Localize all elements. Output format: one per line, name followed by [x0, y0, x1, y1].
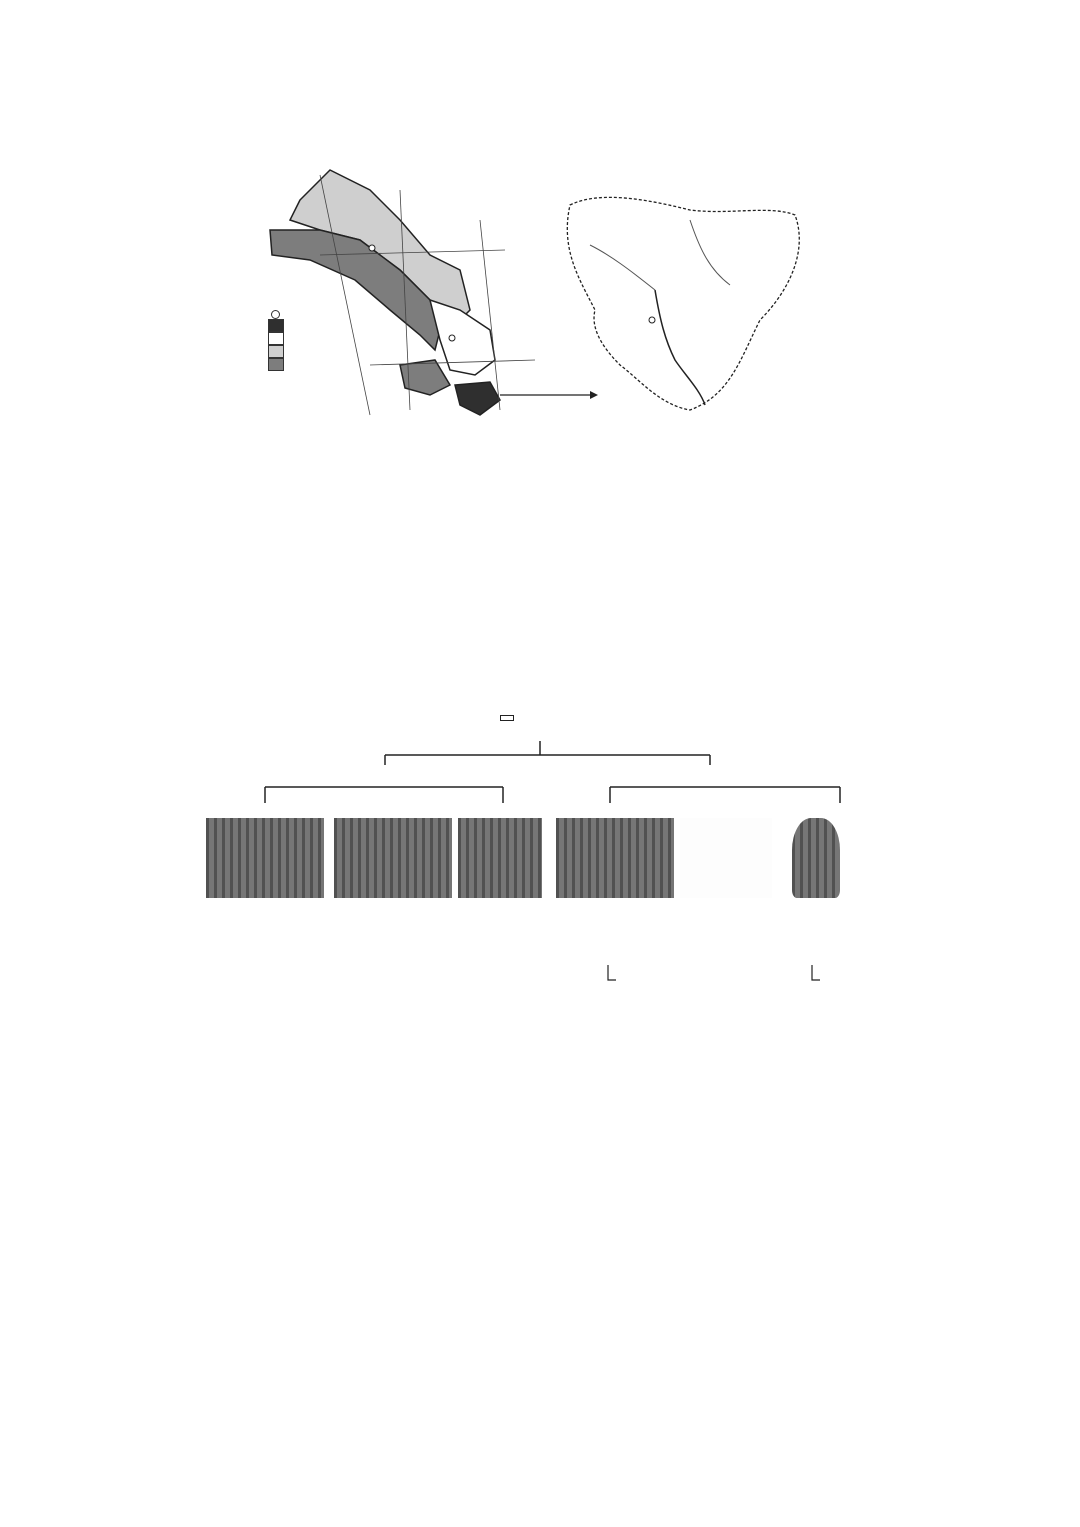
qingzang-south: [400, 360, 450, 395]
hieroglyph-image: [334, 818, 452, 898]
oracle-bone-image: [792, 818, 840, 898]
cuneiform-image: [206, 818, 324, 898]
map-svg: [260, 160, 820, 440]
indus-seal-image: [458, 818, 542, 898]
longnan-outline: [567, 197, 799, 410]
map-figure: [260, 160, 820, 440]
north-region: [430, 300, 495, 375]
south-region: [455, 382, 500, 415]
qingzang-swatch: [268, 358, 284, 371]
diagram-title: [500, 715, 514, 721]
phoenician-image: [556, 818, 674, 898]
writing-systems-diagram: [180, 715, 900, 1025]
city-marker-icon: [271, 310, 280, 319]
north-swatch: [268, 332, 284, 345]
northwest-swatch: [268, 345, 284, 358]
linear-script-image: [680, 818, 772, 898]
south-swatch: [268, 319, 284, 332]
map-legend: [268, 310, 290, 371]
